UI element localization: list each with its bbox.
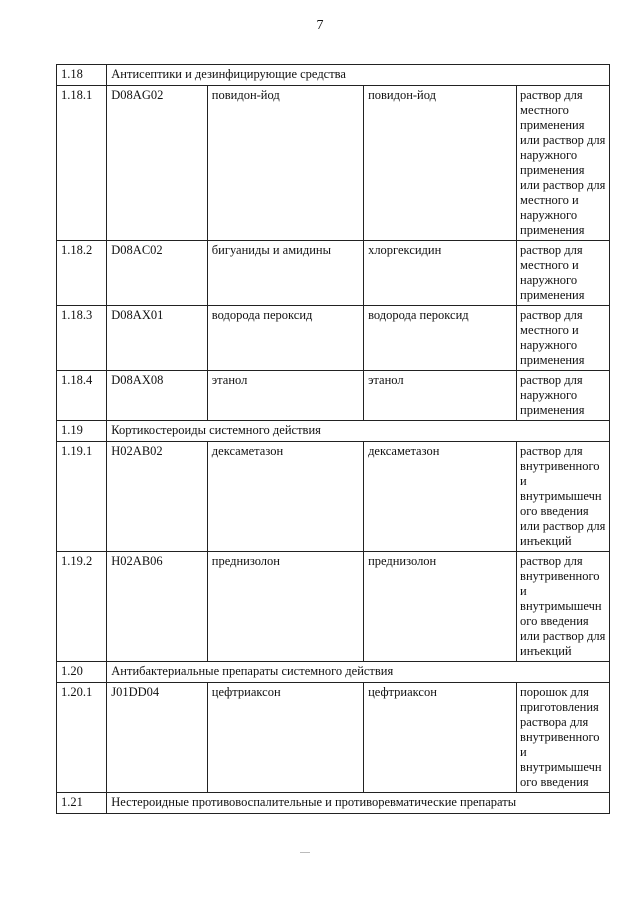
- item-number: 1.18.3: [57, 306, 107, 371]
- table-row: [57, 552, 610, 662]
- section-number: 1.18: [57, 65, 107, 86]
- section-title: Кортикостероиды системного действия: [107, 421, 610, 442]
- anatomical-group: бигуаниды и амидины: [207, 241, 363, 306]
- dosage-form: порошок для приготовления раствора для внутривенного и внутримышечн ого введения: [517, 683, 610, 793]
- table-body: [57, 65, 610, 814]
- drug-list-table: [56, 64, 610, 814]
- atc-code: H02AB02: [107, 442, 208, 552]
- drug-name: цефтриаксон: [364, 683, 517, 793]
- dosage-form: раствор для местного и наружного применения: [517, 241, 610, 306]
- drug-name: водорода пероксид: [364, 306, 517, 371]
- anatomical-group: дексаметазон: [207, 442, 363, 552]
- item-number: 1.20.1: [57, 683, 107, 793]
- section-row: [57, 793, 610, 814]
- item-number: 1.19.2: [57, 552, 107, 662]
- drug-name: дексаметазон: [364, 442, 517, 552]
- section-row: [57, 65, 610, 86]
- section-number: 1.19: [57, 421, 107, 442]
- item-number: 1.19.1: [57, 442, 107, 552]
- section-row: [57, 662, 610, 683]
- page-number: 7: [316, 18, 324, 33]
- drug-name: этанол: [364, 371, 517, 421]
- atc-code: D08AX08: [107, 371, 208, 421]
- dosage-form: раствор для местного и наружного применения: [517, 306, 610, 371]
- table-row: [57, 371, 610, 421]
- dosage-form: раствор для внутривенного и внутримышечн ого введения или раствор для инъекций: [517, 442, 610, 552]
- anatomical-group: этанол: [207, 371, 363, 421]
- atc-code: J01DD04: [107, 683, 208, 793]
- anatomical-group: водорода пероксид: [207, 306, 363, 371]
- section-title: Антисептики и дезинфицирующие средства: [107, 65, 610, 86]
- section-number: 1.20: [57, 662, 107, 683]
- drug-name: повидон-йод: [364, 86, 517, 241]
- item-number: 1.18.1: [57, 86, 107, 241]
- section-row: [57, 421, 610, 442]
- section-number: 1.21: [57, 793, 107, 814]
- atc-code: D08AX01: [107, 306, 208, 371]
- dosage-form: раствор для наружного применения: [517, 371, 610, 421]
- table-row: [57, 241, 610, 306]
- dosage-form: раствор для местного применения или раствор для наружного применения или раствор для местного и наружного применения: [517, 86, 610, 241]
- drug-name: хлоргексидин: [364, 241, 517, 306]
- anatomical-group: повидон-йод: [207, 86, 363, 241]
- anatomical-group: цефтриаксон: [207, 683, 363, 793]
- footer-mark: [300, 852, 310, 853]
- item-number: 1.18.4: [57, 371, 107, 421]
- section-title: Нестероидные противовоспалительные и противоревматические препараты: [107, 793, 610, 814]
- drug-name: преднизолон: [364, 552, 517, 662]
- atc-code: D08AC02: [107, 241, 208, 306]
- table-row: [57, 442, 610, 552]
- dosage-form: раствор для внутривенного и внутримышечн ого введения или раствор для инъекций: [517, 552, 610, 662]
- anatomical-group: преднизолон: [207, 552, 363, 662]
- table-row: [57, 683, 610, 793]
- table-row: [57, 306, 610, 371]
- item-number: 1.18.2: [57, 241, 107, 306]
- atc-code: H02AB06: [107, 552, 208, 662]
- table-row: [57, 86, 610, 241]
- atc-code: D08AG02: [107, 86, 208, 241]
- section-title: Антибактериальные препараты системного действия: [107, 662, 610, 683]
